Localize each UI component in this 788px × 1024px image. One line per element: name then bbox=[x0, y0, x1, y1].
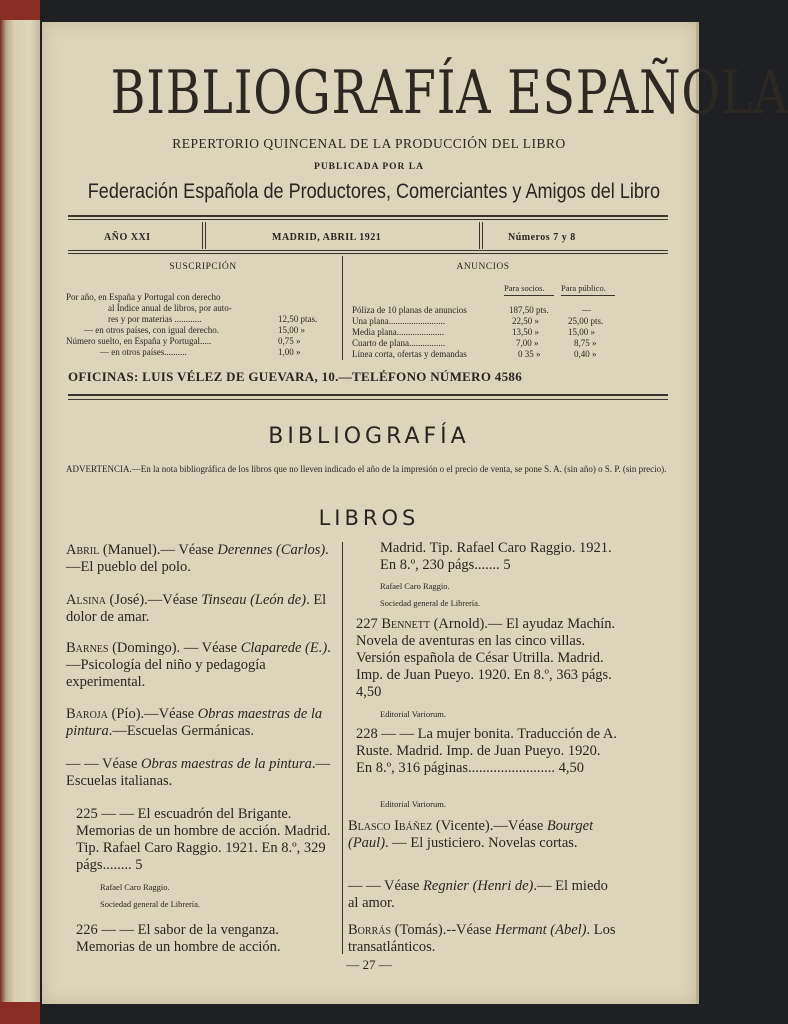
federation-name: Federación Española de Productores, Comerciantes y Amigos del Libro bbox=[87, 180, 660, 203]
anuncio-item-1: Póliza de 10 planas de anuncios bbox=[352, 305, 467, 315]
issue-numbers: Números 7 y 8 bbox=[508, 232, 576, 243]
entry-alsina: Alsina (José).—Véase Tinseau (León de). El dolor de amar. bbox=[66, 592, 327, 625]
suscripcion-label: SUSCRIPCIÓN bbox=[169, 262, 237, 272]
entry-baroja-2: — — Véase Obras maestras de la pintura.—Escuelas italianas. bbox=[66, 756, 330, 789]
entry-baroja: Baroja (Pío).—Véase Obras maestras de la pintura.—Escuelas Germánicas. bbox=[66, 706, 323, 739]
entry-226: 226 — — El sabor de la venganza. Memorias de un hombre de acción. bbox=[76, 922, 281, 955]
rule-bottom-thin bbox=[68, 399, 668, 400]
column-separator-body bbox=[342, 542, 343, 954]
anuncio-publico-5: 0,40 » bbox=[574, 349, 597, 359]
entry-blasco-ibanez: Blasco Ibáñez (Vicente).—Véase Bourget (Paul). — El justiciero. Novelas cortas. bbox=[348, 818, 594, 851]
issue-separator-1 bbox=[202, 222, 203, 249]
col-socios: Para socios. bbox=[504, 283, 545, 293]
publisher-228: Editorial Variorum. bbox=[380, 799, 446, 809]
entry-228: 228 — — La mujer bonita. Traducción de A. Ruste. Madrid. Imp. de Juan Pueyo. 1920. En 8.º, 316 páginas........................ 4,50 bbox=[356, 726, 617, 776]
suscripcion-line-4: — en otros países, con igual derecho. bbox=[84, 325, 219, 335]
book-spine bbox=[0, 0, 40, 1024]
anuncio-item-5: Línea corta, ofertas y demandas bbox=[352, 349, 467, 359]
oficinas-address: OFICINAS: LUIS VÉLEZ DE GUEVARA, 10.—TELÉFONO NÚMERO 4586 bbox=[68, 369, 522, 384]
price-1: 12,50 ptas. bbox=[278, 314, 318, 324]
suscripcion-line-1: Por año, en España y Portugal con derecho bbox=[66, 292, 221, 302]
journal-page bbox=[42, 22, 788, 1004]
anuncio-socios-3: 13,50 » bbox=[512, 327, 539, 337]
price-3: 0,75 » bbox=[278, 336, 301, 346]
rule-mid bbox=[68, 250, 668, 251]
spine-binding-top bbox=[0, 0, 40, 20]
issue-place-date: MADRID, ABRIL 1921 bbox=[272, 232, 382, 243]
entry-borras: Borrás (Tomás).--Véase Hermant (Abel). Los transatlánticos. bbox=[348, 922, 616, 955]
price-2: 15,00 » bbox=[278, 325, 305, 335]
entry-abril: Abril (Manuel).— Véase Derennes (Carlos).—El pueblo del polo. bbox=[66, 542, 329, 575]
anuncio-socios-4: 7,00 » bbox=[516, 338, 539, 348]
page-number: — 27 — bbox=[346, 957, 392, 972]
rule-top bbox=[68, 215, 668, 217]
rule-top-thin bbox=[68, 219, 668, 220]
publisher-225-2: Sociedad general de Librería. bbox=[100, 899, 201, 909]
anuncio-publico-1: — bbox=[582, 305, 591, 315]
issue-separator-2 bbox=[479, 222, 480, 249]
suscripcion-line-5: Número suelto, en España y Portugal..... bbox=[66, 336, 212, 346]
anuncio-item-2: Una plana......................... bbox=[352, 316, 445, 326]
suscripcion-line-2: al Índice anual de libros, por auto- bbox=[108, 303, 232, 313]
publisher-226-2: Sociedad general de Librería. bbox=[380, 598, 481, 608]
anuncio-socios-1: 187,50 pts. bbox=[509, 305, 549, 315]
entry-226-continued: Madrid. Tip. Rafael Caro Raggio. 1921. En 8.º, 230 págs....... 5 bbox=[380, 540, 612, 573]
anuncio-item-3: Media plana..................... bbox=[352, 327, 444, 337]
section-title: BIBLIOGRAFÍA bbox=[268, 424, 470, 449]
rule-mid-2 bbox=[68, 253, 668, 254]
anuncio-publico-2: 25,00 pts. bbox=[568, 316, 604, 326]
masthead-title: BIBLIOGRAFÍA ESPAÑOLA bbox=[110, 58, 788, 128]
advertencia-note: ADVERTENCIA.—En la nota bibliográfica de los libros que no lleven indicado el año de la impresión o el precio de venta, se pone S. A. (sin año) o S. P. (sin precio). bbox=[66, 464, 667, 474]
price-4: 1,00 » bbox=[278, 347, 301, 357]
publisher-226-1: Rafael Caro Raggio. bbox=[380, 581, 450, 591]
anuncio-socios-2: 22,50 » bbox=[512, 316, 539, 326]
entry-blasco-ibanez-2: — — Véase Regnier (Henri de).— El miedo al amor. bbox=[348, 878, 608, 911]
libros-title: LIBROS bbox=[318, 506, 420, 530]
anuncio-item-4: Cuarto de plana................ bbox=[352, 338, 445, 348]
issue-separator-2b bbox=[482, 222, 483, 249]
anuncio-publico-3: 15,00 » bbox=[568, 327, 595, 337]
published-by: PUBLICADA POR LA bbox=[314, 162, 424, 172]
entry-225: 225 — — El escuadrón del Brigante. Memorias de un hombre de acción. Madrid. Tip. Rafael Caro Raggio. 1921. En 8.º, 329 págs........ 5 bbox=[76, 806, 331, 873]
entry-227: 227 Bennett (Arnold).— El ayudaz Machín. Novela de aventuras en las cinco villas. Versión española de César Utrilla. Madrid. Imp. de Juan Pueyo. 1920. En 8.º, 363 págs. 4,50 bbox=[356, 616, 616, 700]
column-separator-header bbox=[342, 256, 343, 360]
anuncio-publico-4: 8,75 » bbox=[574, 338, 597, 348]
issue-separator-1b bbox=[205, 222, 206, 249]
socios-underline bbox=[504, 295, 554, 296]
masthead-subtitle: REPERTORIO QUINCENAL DE LA PRODUCCIÓN DEL LIBRO bbox=[172, 136, 566, 151]
entry-barnes: Barnes (Domingo). — Véase Claparede (E.).—Psicología del niño y pedagogía experimental. bbox=[66, 640, 331, 690]
publisher-227: Editorial Variorum. bbox=[380, 709, 446, 719]
publisher-225-1: Rafael Caro Raggio. bbox=[100, 882, 170, 892]
issue-year: AÑO XXI bbox=[104, 232, 151, 243]
suscripcion-line-6: — en otros países.......... bbox=[100, 347, 187, 357]
col-publico: Para público. bbox=[561, 283, 606, 293]
rule-bottom bbox=[68, 394, 668, 396]
publico-underline bbox=[561, 295, 615, 296]
suscripcion-line-3: res y por materias ............ bbox=[108, 314, 202, 324]
spine-binding-bottom bbox=[0, 1002, 40, 1024]
anuncio-socios-5: 0 35 » bbox=[518, 349, 541, 359]
anuncios-label: ANUNCIOS bbox=[456, 262, 510, 272]
